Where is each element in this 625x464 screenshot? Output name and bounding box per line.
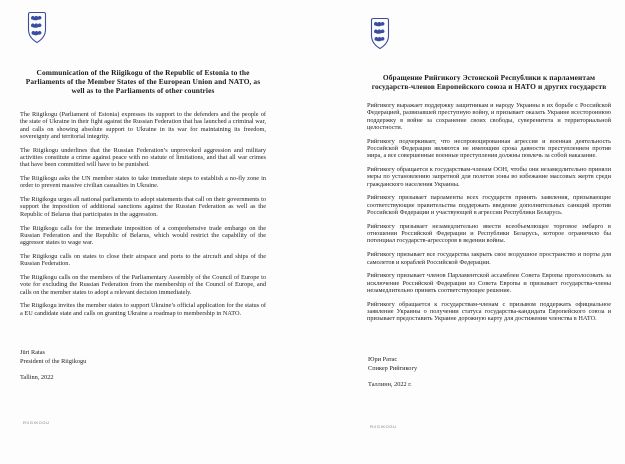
paragraph: The Riigikogu urges all national parliaments to adopt statements that call on their governments to support the imposition of additional sanctions against the Russian Federation as well as the Republic of Belarus that participates in the aggression. xyxy=(20,196,266,218)
paragraph: The Riigikogu (Parliament of Estonia) expresses its support to the defenders and the people of the state of Ukraine in their fight against the Russian Federation that has launched a criminal war, and calls on showing absolute support to Ukraine in its war for maintaining its freedom, sovereignty and territorial integrity. xyxy=(20,111,266,140)
paragraph: Рийгикогу призывает все государства закрыть свое воздушное пространство и порты для самолетов и кораблей Российской Федерации. xyxy=(367,251,611,266)
paragraph: The Riigikogu underlines that the Russian Federation’s unprovoked aggression and military activities constitute a crime against peace with no statute of limitations, and that all war crimes that have been committed will have to be punished. xyxy=(20,146,266,169)
dateline: Tallinn, 2022 xyxy=(20,374,54,381)
estonia-coat-of-arms-icon xyxy=(368,17,392,51)
signature-title: President of the Riigikogu xyxy=(20,357,87,365)
page-footer-watermark: RIIGIKOGU xyxy=(370,424,397,429)
paragraph: Рийгикогу подчеркивает, что неспровоцированная агрессия и военная деятельность Российской Федерации являются не имеющим срока давности преступлением против мира, а все совершенные военные преступления должны повлечь за собой наказание. xyxy=(367,137,611,160)
document-body xyxy=(20,111,266,324)
paragraph: Рийгикогу призывает незамедлительно ввести всеобъемлющее торговое эмбарго в отношении Российской Федерации и Республики Беларусь, которое ограничило бы потенциал государств-агрессоров в ведении войны. xyxy=(367,222,611,245)
page-english xyxy=(0,0,312,464)
signature-block xyxy=(20,349,86,366)
signature-name: Юри Ратас xyxy=(368,356,398,363)
page-russian xyxy=(313,0,625,464)
paragraph: Рийгикогу обращается к государствам-членам с призывом поддержать официальное заявление Украины о получении статуса государства-кандидата Европейского союза и призывает предоставить Украине дорожную карту для достижения членства в НАТО. xyxy=(367,300,611,323)
page-title: Communication of the Riigikogu of the Republic of Estonia to the Parliaments of the Member States of the European Union and NATO, as well as to the Parliaments of other countries xyxy=(25,68,261,95)
signature-name: Jüri Ratas xyxy=(20,349,46,356)
paragraph: Рийгикогу обращается к государствам-членам ООН, чтобы они незамедлительно приняли меры по установлению запретной для полетов зоны во избежание массовых жертв среди гражданского населения Украины. xyxy=(367,166,611,188)
paragraph: The Riigikogu calls for the immediate imposition of a comprehensive trade embargo on the Russian Federation and the Republic of Belarus, which would restrict the capability of the aggressor states to wage war. xyxy=(20,224,266,247)
paragraph: The Riigikogu calls on states to close their airspace and ports to the aircraft and ships of the Russian Federation. xyxy=(20,252,266,268)
paragraph: The Riigikogu invites the member states to support Ukraine’s official application for the status of a EU candidate state and calls on granting Ukraine a roadmap to membership in NATO. xyxy=(20,302,266,317)
dateline: Таллинн, 2022 г. xyxy=(368,381,412,388)
paragraph: The Riigikogu calls on the members of the Parliamentary Assembly of the Council of Europe to vote for excluding the Russian Federation from the membership of the Council of Europe, and calls on the member states to adopt a relevant decision immediately. xyxy=(20,274,266,296)
paragraph: Рийгикогу выражает поддержку защитникам и народу Украины в их борьбе с Российской Федерацией, развязавшей преступную войну, и призывает оказать Украине всестороннюю поддержку в войне за сохранение своих свободы, суверенитета и территориальной целостности. xyxy=(367,102,611,131)
signature-title: Спикер Рийгикогу xyxy=(368,364,418,372)
signature-block xyxy=(368,356,417,373)
document-body xyxy=(367,102,611,329)
estonia-coat-of-arms-icon xyxy=(25,11,49,45)
page-title: Обращение Рийгикогу Эстонской Республики к парламентам государств-членов Европейского союза и НАТО и других государств xyxy=(371,73,607,91)
page-footer-watermark: RIIGIKOGU xyxy=(23,420,50,425)
paragraph: Рийгикогу призывает членов Парламентской ассамблеи Совета Европы проголосовать за исключение Российской Федерации из Совета Европы и призывает государства-члены незамедлительно принять соответствующее решение. xyxy=(367,272,611,294)
paragraph: Рийгикогу призывает парламенты всех государств принять заявления, призывающие соответствующие правительства поддержать введение дополнительных санкций против Российской Федерации и участвующей в агрессии Республики Беларусь. xyxy=(367,194,611,217)
paragraph: The Riigikogu asks the UN member states to take immediate steps to establish a no-fly zone in order to prevent massive civilian casualties in Ukraine. xyxy=(20,175,266,190)
